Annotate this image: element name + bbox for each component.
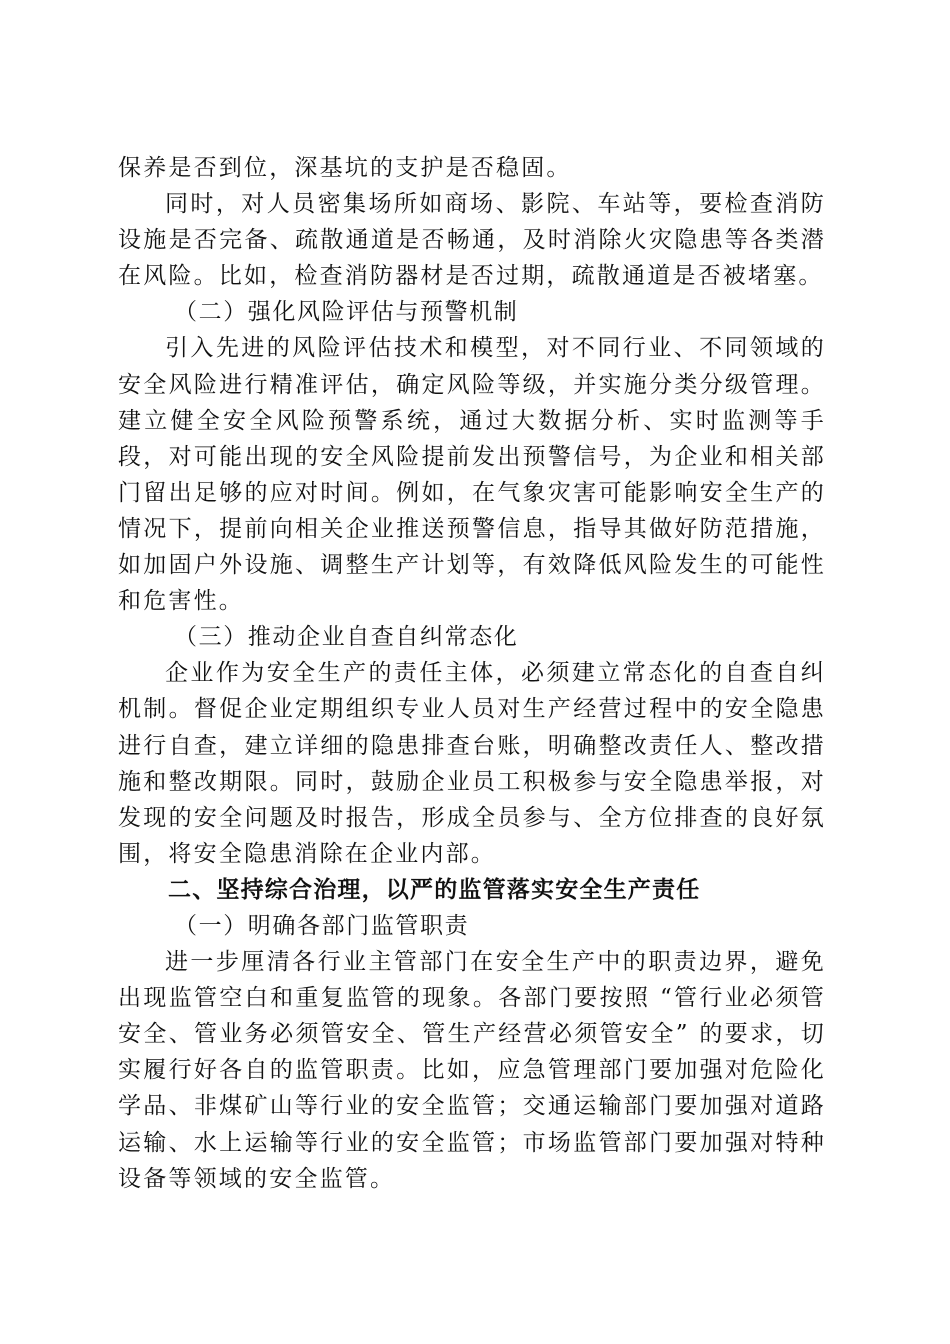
body-paragraph: 企业作为安全生产的责任主体，必须建立常态化的自查自纠机制。督促企业定期组织专业人员对生产经营过程中的安全隐患进行自查，建立详细的隐患排查台账，明确整改责任人、整改措施和整改期限。同时，鼓励企业员工积极参与安全隐患举报，对发现的安全问题及时报告，形成全员参与、全方位排查的良好氛围，将安全隐患消除在企业内部。 — [118, 660, 826, 867]
continuation-paragraph: 保养是否到位，深基坑的支护是否稳固。 — [118, 155, 572, 181]
body-paragraph: 同时，对人员密集场所如商场、影院、车站等，要检查消防设施是否完备、疏散通道是否畅通，及时消除火灾隐患等各类潜在风险。比如，检查消防器材是否过期，疏散通道是否被堵塞。 — [118, 191, 826, 290]
body-paragraph: 进一步厘清各行业主管部门在安全生产中的职责边界，避免出现监管空白和重复监管的现象。各部门要按照 “管行业必须管安全、管业务必须管安全、管生产经营必须管安全” 的要求，切实履行好各自的监管职责。比如，应急管理部门要加强对危险化学品、非煤矿山等行业的安全监管；交通运输部门要加强对道路运输、水上运输等行业的安全监管；市场监管部门要加强对特种设备等领域的安全监管。 — [118, 949, 826, 1192]
sub-heading: （一）明确各部门监管职责 — [174, 912, 470, 939]
sub-heading: （三）推动企业自查自纠常态化 — [174, 624, 519, 651]
section-heading: 二、坚持综合治理，以严的监管落实安全生产责任 — [168, 876, 701, 903]
document-body — [118, 150, 826, 1197]
sub-heading: （二）强化风险评估与预警机制 — [174, 299, 519, 326]
body-paragraph: 引入先进的风险评估技术和模型，对不同行业、不同领域的安全风险进行精准评估，确定风险等级，并实施分类分级管理。建立健全安全风险预警系统，通过大数据分析、实时监测等手段，对可能出现的安全风险提前发出预警信号，为企业和相关部门留出足够的应对时间。例如，在气象灾害可能影响安全生产的情况下，提前向相关企业推送预警信息，指导其做好防范措施，如加固户外设施、调整生产计划等，有效降低风险发生的可能性和危害性。 — [118, 335, 826, 615]
